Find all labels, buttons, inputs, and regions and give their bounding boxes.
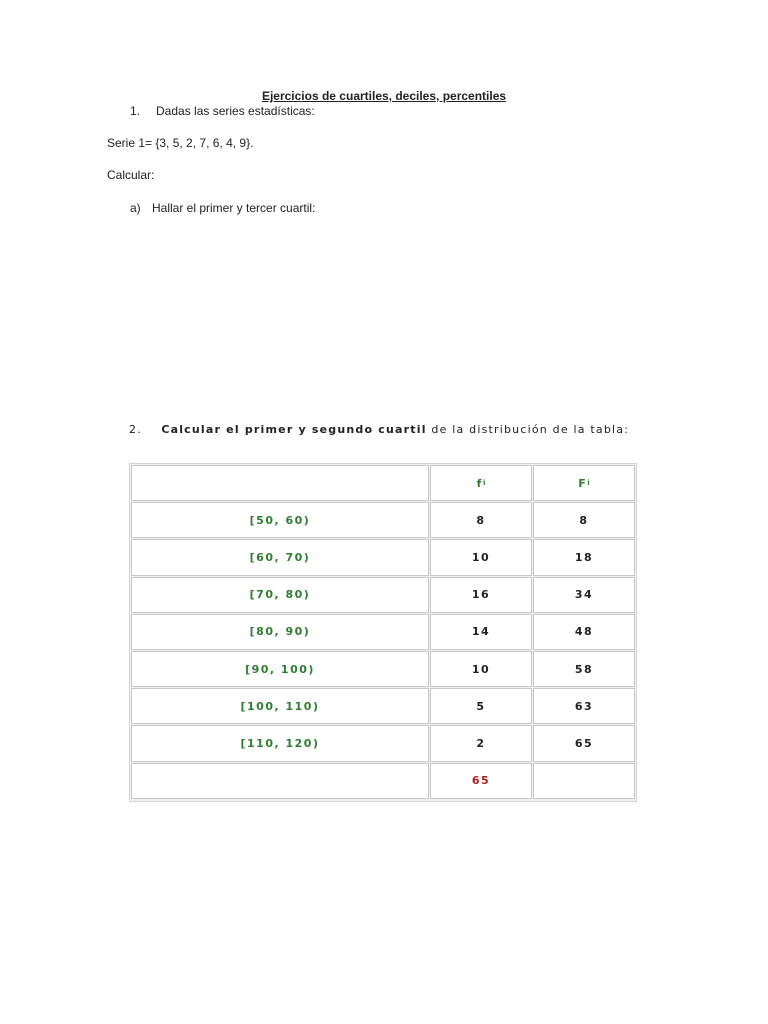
Fi-cell: 58 xyxy=(533,651,635,687)
interval-cell: [110, 120) xyxy=(131,725,429,761)
header-Fi-main: F xyxy=(578,476,588,490)
item-a-letter: a) xyxy=(130,201,141,215)
table-row xyxy=(131,688,635,725)
exercise-2-rest-text: de la distribución de la tabla: xyxy=(426,423,630,436)
interval-cell: [70, 80) xyxy=(131,577,429,613)
page-title: Ejercicios de cuartiles, deciles, percentiles xyxy=(261,89,507,103)
table-row xyxy=(131,614,635,651)
table-header-row xyxy=(131,465,635,502)
calcular-label: Calcular: xyxy=(107,168,155,182)
exercise-1-intro: Dadas las series estadísticas: xyxy=(156,104,315,118)
interval-cell: [100, 110) xyxy=(131,688,429,724)
table-row xyxy=(131,651,635,688)
header-Fi-sub: i xyxy=(587,479,590,488)
fi-cell: 10 xyxy=(430,539,532,575)
table-row xyxy=(131,502,635,539)
header-cell-fi xyxy=(430,465,532,501)
frequency-table xyxy=(129,463,637,802)
total-fi-cell: 65 xyxy=(430,763,532,799)
total-label-cell xyxy=(131,763,429,799)
Fi-cell: 18 xyxy=(533,539,635,575)
fi-cell: 14 xyxy=(430,614,532,650)
interval-cell: [90, 100) xyxy=(131,651,429,687)
Fi-cell: 65 xyxy=(533,725,635,761)
exercise-2-heading xyxy=(129,423,629,436)
fi-cell: 10 xyxy=(430,651,532,687)
table-row xyxy=(131,539,635,576)
table-row xyxy=(131,577,635,614)
table-row xyxy=(131,725,635,762)
Fi-cell: 8 xyxy=(533,502,635,538)
fi-cell: 5 xyxy=(430,688,532,724)
fi-cell: 8 xyxy=(430,502,532,538)
header-fi-sub: i xyxy=(482,479,486,488)
total-Fi-cell xyxy=(533,763,635,799)
header-fi-main: f xyxy=(476,476,483,490)
series-1: Serie 1= {3, 5, 2, 7, 6, 4, 9}. xyxy=(107,136,254,150)
interval-cell: [50, 60) xyxy=(131,502,429,538)
header-cell-Fi xyxy=(533,465,635,501)
header-cell-empty xyxy=(131,465,429,501)
interval-cell: [60, 70) xyxy=(131,539,429,575)
interval-cell: [80, 90) xyxy=(131,614,429,650)
table-total-row xyxy=(131,763,635,800)
exercise-2-number: 2. xyxy=(129,423,142,436)
Fi-cell: 48 xyxy=(533,614,635,650)
fi-cell: 16 xyxy=(430,577,532,613)
exercise-1-number: 1. xyxy=(130,104,141,118)
Fi-cell: 34 xyxy=(533,577,635,613)
Fi-cell: 63 xyxy=(533,688,635,724)
exercise-2-bold-text: Calcular el primer y segundo cuartil xyxy=(161,423,427,436)
fi-cell: 2 xyxy=(430,725,532,761)
item-a-text: Hallar el primer y tercer cuartil: xyxy=(152,201,316,215)
